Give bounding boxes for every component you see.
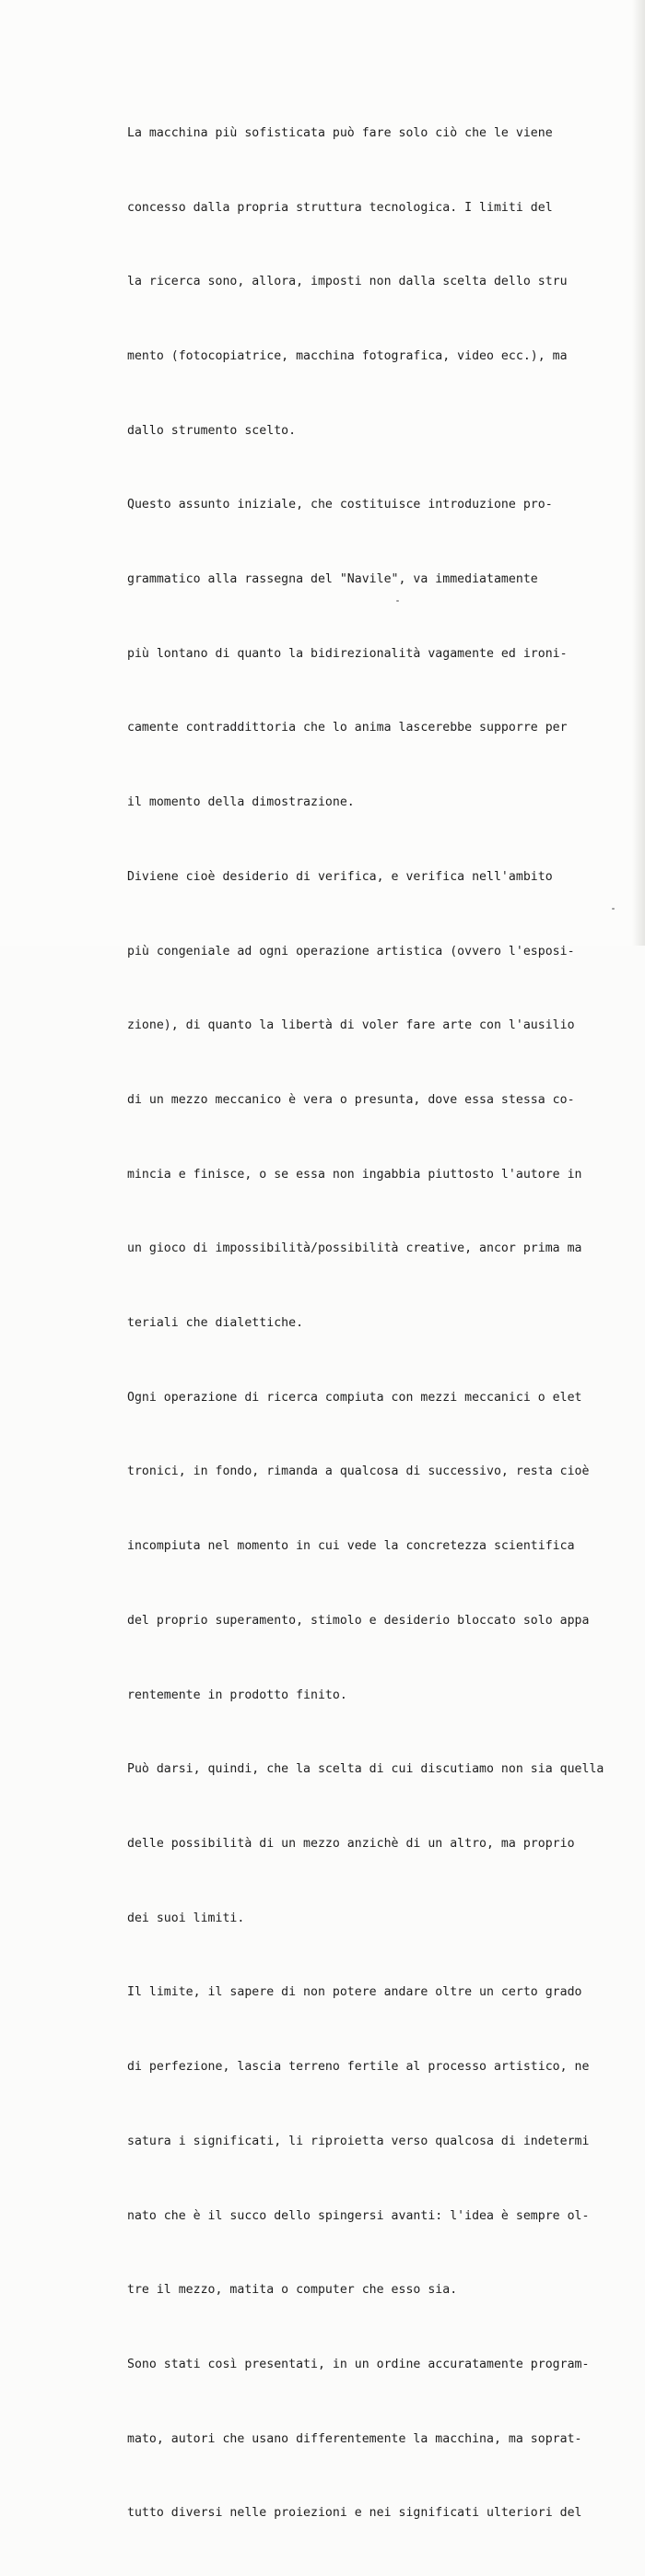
typewritten-text: [127, 72, 604, 2576]
text-line: mato, autori che usano differentemente la macchina, ma soprat-: [127, 2431, 582, 2446]
text-line: nato che è il succo dello spingersi avanti: l'idea è sempre ol-: [127, 2208, 590, 2223]
text-line: dallo strumento scelto.: [127, 423, 297, 438]
text-line: mento (fotocopiatrice, macchina fotografica, video ecc.), ma: [127, 348, 568, 363]
text-line: Ogni operazione di ricerca compiuta con mezzi meccanici o elet: [127, 1390, 582, 1405]
text-line: satura i significati, li riproietta verso qualcosa di indetermi: [127, 2134, 590, 2148]
text-line: tronici, in fondo, rimanda a qualcosa di successivo, resta cioè: [127, 1464, 590, 1479]
text-line: un gioco di impossibilità/possibilità creative, ancor prima ma: [127, 1241, 582, 1256]
text-line: La macchina più sofisticata può fare solo ciò che le viene: [127, 125, 553, 140]
page-edge-shadow: [632, 0, 645, 946]
text-line: zione), di quanto la libertà di voler fare arte con l'ausilio: [127, 1018, 575, 1033]
text-line: delle possibilità di un mezzo anzichè di un altro, ma proprio: [127, 1836, 575, 1851]
text-line: Il limite, il sapere di non potere andare oltre un certo grado: [127, 1985, 582, 2000]
text-line: concesso dalla propria struttura tecnologica. I limiti del: [127, 200, 553, 215]
text-line: di un mezzo meccanico è vera o presunta, dove essa stessa co-: [127, 1092, 575, 1107]
text-line: di perfezione, lascia terreno fertile al processo artistico, ne: [127, 2060, 590, 2075]
text-line: Diviene cioè desiderio di verifica, e verifica nell'ambito: [127, 869, 553, 884]
text-line: teriali che dialettiche.: [127, 1316, 304, 1331]
text-line: Questo assunto iniziale, che costituisce introduzione pro-: [127, 498, 553, 512]
text-line: incompiuta nel momento in cui vede la concretezza scientifica: [127, 1539, 575, 1554]
text-line: il momento della dimostrazione.: [127, 795, 355, 810]
text-line: più congeniale ad ogni operazione artistica (ovvero l'esposi-: [127, 944, 575, 959]
text-line: camente contraddittoria che lo anima lascerebbe supporre per: [127, 721, 568, 735]
text-line: del proprio superamento, stimolo e desiderio bloccato solo appa: [127, 1613, 590, 1628]
text-line: la ricerca sono, allora, imposti non dalla scelta dello stru: [127, 275, 568, 289]
text-line: rentemente in prodotto finito.: [127, 1688, 347, 1702]
text-line: tre il mezzo, matita o computer che esso sia.: [127, 2283, 458, 2298]
text-line: grammatico alla rassegna del "Navile", va immediatamente: [127, 572, 538, 587]
text-line: Sono stati così presentati, in un ordine accuratamente program-: [127, 2357, 590, 2371]
paper-speck: [612, 908, 615, 910]
paper-speck: [396, 600, 399, 602]
text-line: dei suoi limiti.: [127, 1911, 245, 1925]
text-line: più lontano di quanto la bidirezionalità vagamente ed ironi-: [127, 646, 568, 661]
text-line: mincia e finisce, o se essa non ingabbia piuttosto l'autore in: [127, 1167, 582, 1182]
text-line: Può darsi, quindi, che la scelta di cui discutiamo non sia quella: [127, 1762, 604, 1777]
text-line: tutto diversi nelle proiezioni e nei significati ulteriori del: [127, 2506, 582, 2521]
